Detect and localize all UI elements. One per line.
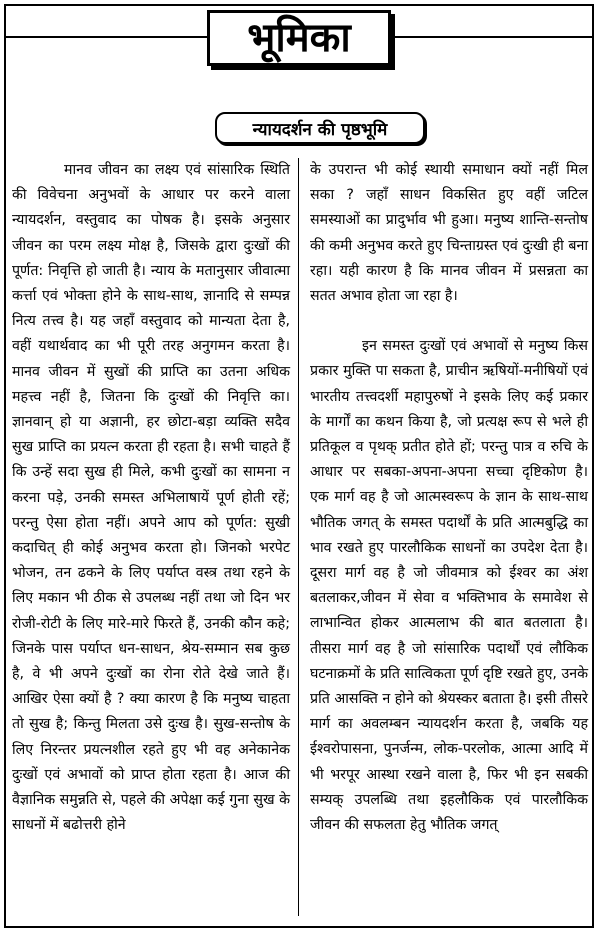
left-paragraph: मानव जीवन का लक्ष्य एवं सांसारिक स्थिति की विवेचना अनुभवों के आधार पर करने वाला न्यायदर्शन, वस्तुवाद का पोषक है। इसके अनुसार जीवन का परम लक्ष्य मोक्ष है, जिसके द्वारा दुःखों की पूर्णत: निवृत्ति हो जाती है। न्याय के मतानुसार जीवात्मा कर्त्ता एवं भोक्ता होने के साथ-साथ, ज्ञानादि से सम्पन्न नित्य तत्त्व है। यह जहाँ वस्तुवाद को मान्यता देता है, वहीं यथार्थवाद का भी पूरी तरह अनुगमन करता है। मानव जीवन में सुखों की प्राप्ति का उतना अधिक महत्त्व नहीं है, जितना कि दुःखों की निवृत्ति का। ज्ञानवान् हो या अज्ञानी, हर छोटा-बड़ा व्यक्ति सदैव सुख प्राप्ति का प्रयत्न करता ही रहता है। सभी चाहते हैं कि उन्हें सदा सुख ही मिले, कभी दुःखों का सामना न करना पड़े, उनकी समस्त अभिलाषायें पूर्ण होती रहें; परन्तु ऐसा होता नहीं। अपने आप को पूर्णत: सुखी कदाचित् ही कोई अनुभव करता हो। जिनको भरपेट भोजन, तन ढकने के लिए पर्याप्त वस्त्र तथा रहने के लिए मकान भी ठीक से उपलब्ध नहीं तथा जो दिन भर रोजी-रोटी के लिए मारे-मारे फिरते हैं, उनकी कौन कहे; जिनके पास पर्याप्त धन-साधन, श्रेय-सम्मान सब कुछ है, वे भी अपने दुःखों का रोना रोते देखे जाते हैं। आखिर ऐसा क्यों है ? क्या कारण है कि मनुष्य चाहता तो सुख है; किन्तु मिलता उसे दुःख है। सुख-सन्तोष के लिए निरन्तर प्रयत्नशील रहते हुए भी वह अनेकानेक दुःखों एवं अभावों को प्राप्त होता रहता है। आज की वैज्ञानिक समुन्नति से, पहले की अपेक्षा कई गुना सुख के साधनों में बढोत्तरी होने [12, 162, 290, 834]
right-paragraph-2: इन समस्त दुःखों एवं अभावों से मनुष्य किस प्रकार मुक्ति पा सकता है, प्राचीन ऋषियों-मनीषियों एवं भारतीय तत्त्वदर्शी महापुरुषों ने इसके लिए कई प्रकार के मार्गों का कथन किया है, जो प्रत्यक्ष रूप से भले ही प्रतिकूल व पृथक् प्रतीत होते हों; परन्तु पात्र व रुचि के आधार पर सबका-अपना-अपना सच्चा दृष्टिकोण है। एक मार्ग वह है जो आत्मस्वरूप के ज्ञान के साथ-साथ भौतिक जगत् के समस्त पदार्थों के प्रति आत्मबुद्धि का भाव रखते हुए पारलौकिक साधनों का उपदेश देता है। दूसरा मार्ग वह है जो जीवमात्र को ईश्वर का अंश बतलाकर,जीवन में सेवा व भक्तिभाव के समावेश से लाभान्वित होकर आत्मलाभ की बात बतलाता है। तीसरा मार्ग वह है जो सांसारिक पदार्थों एवं लौकिक घटनाक्रमों के प्रति सात्विकता पूर्ण दृष्टि रखते हुए, उनके प्रति आसक्ति न होने को श्रेयस्कर बताता है। इसी तीसरे मार्ग का अवलम्बन न्यायदर्शन करता है, जबकि यह ईश्वरोपासना, पुनर्जन्म, लोक-परलोक, आत्मा आदि में भी भरपूर आस्था रखने वाला है, फिर भी इन सबकी सम्यक् उपलब्धि तथा इहलौकिक एवं पारलौकिक जीवन की सफलता हेतु भौतिक जगत् [310, 338, 588, 834]
right-column [310, 158, 588, 838]
left-column [12, 158, 290, 838]
subheading-box [215, 112, 425, 144]
right-paragraph-1: के उपरान्त भी कोई स्थायी समाधान क्यों नहीं मिल सका ? जहाँ साधन विकसित हुए वहीं जटिल समस्याओं का प्रादुर्भाव भी हुआ। मनुष्य शान्ति-सन्तोष की कमी अनुभव करते हुए चिन्ताग्रस्त एवं दुःखी ही बना रहा। यही कारण है कि मानव जीवन में प्रसन्नता का सतत अभाव होता जा रहा है। [310, 162, 588, 305]
column-divider [298, 158, 299, 916]
heading-box [207, 10, 391, 66]
page-heading: भूमिका [247, 15, 351, 61]
section-subheading: न्यायदर्शन की पृष्ठभूमि [252, 119, 388, 140]
